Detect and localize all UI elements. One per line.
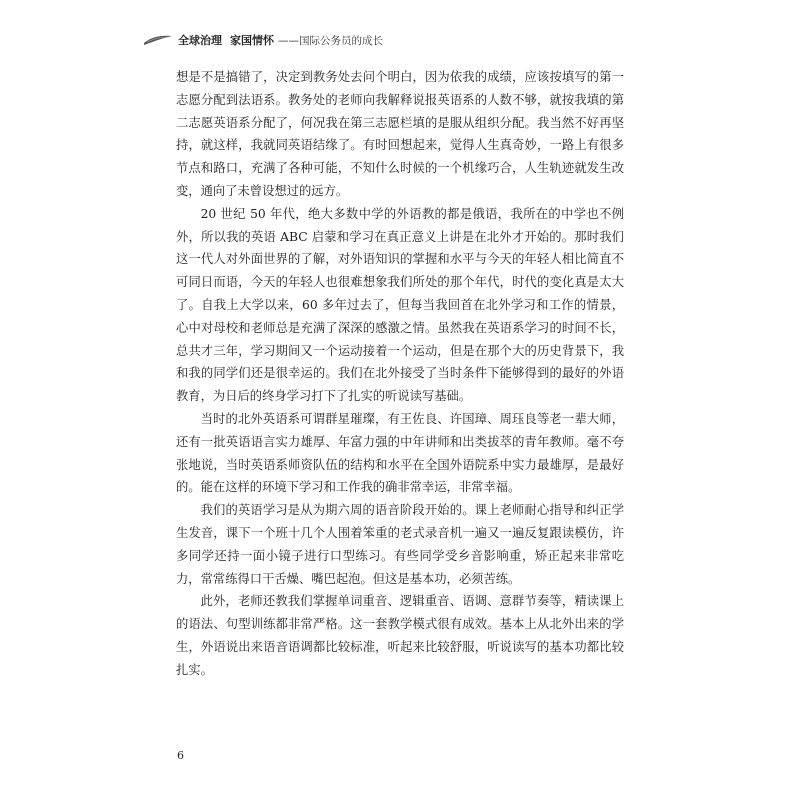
book-subtitle: ——国际公务员的成长 [278, 34, 383, 47]
body-text [176, 66, 624, 682]
page-number: 6 [177, 749, 184, 762]
paragraph-english-faculty: 当时的北外英语系可谓群星璀璨，有王佐良、许国璋、周珏良等老一辈大师，还有一批英语语言实力雄厚、年富力强的中年讲师和出类拔萃的青年教师。毫不夸张地说，当时英语系师资队伍的结构和水平在全国外语院系中实力最雄厚，是最好的。能在这样的环境下学习和工作我的确非常幸运，非常幸福。 [176, 411, 624, 495]
paragraph-1950s-english-study: 20 世纪 50 年代，绝大多数中学的外语教的都是俄语，我所在的中学也不例外，所以我的英语 ABC 启蒙和学习在真正意义上讲是在北外才开始的。那时我们这一代人对外面世界的了解，对外语知识的掌握和水平与今天的年轻人相比简直不可同日而语，今天的年轻人也很难想象我们所处的那个年代，时代的变化真是太大了。自我上大学以来，60 多年过去了，但每当我回首在北外学习和工作的情景，心中对母校和老师总是充满了深深的感激之情。虽然我在英语系学习的时间不长，总共才三年，学习期间又一个运动接着一个运动，但是在那个大的历史背景下，我和我的同学们还是很幸运的。我们在北外接受了当时条件下能够得到的最好的外语教育，为日后的终身学习打下了扎实的听说读写基础。 [176, 206, 624, 404]
running-header [143, 32, 383, 48]
brush-swoosh-icon [143, 34, 173, 46]
paragraph-teaching-model: 此外，老师还教我们掌握单词重音、逻辑重音、语调、意群节奏等，精读课上的语法、句型训练都非常严格。这一套教学模式很有成效。基本上从北外出来的学生，外语说出来语音语调都比较标准，听起来比较舒服，听说读写的基本功都比较扎实。 [176, 594, 624, 677]
paragraph-phonetics-training: 我们的英语学习是从为期六周的语音阶段开始的。课上老师耐心指导和纠正学生发音，课下一个班十几个人围着笨重的老式录音机一遍又一遍反复跟读模仿，许多同学还持一面小镜子进行口型练习。有些同学受乡音影响重，矫正起来非常吃力，常常练得口干舌燥、嘴巴起泡。但这是基本功，必须苦练。 [176, 503, 624, 586]
paragraph-continuation: 想是不是搞错了，决定到教务处去问个明白，因为依我的成绩，应该按填写的第一志愿分配到法语系。教务处的老师向我解释说报英语系的人数不够，就按我填的第二志愿英语系分配了，何况我在第三志愿栏填的是服从组织分配。我当然不好再坚持，就这样，我就同英语结缘了。有时回想起来，觉得人生真奇妙，一路上有很多节点和路口，充满了各种可能，不知什么时候的一个机缘巧合，人生轨迹就发生改变，通向了未曾设想过的远方。 [176, 70, 624, 198]
series-title: 全球治理 [178, 34, 222, 47]
book-title: 家国情怀 [230, 34, 274, 47]
